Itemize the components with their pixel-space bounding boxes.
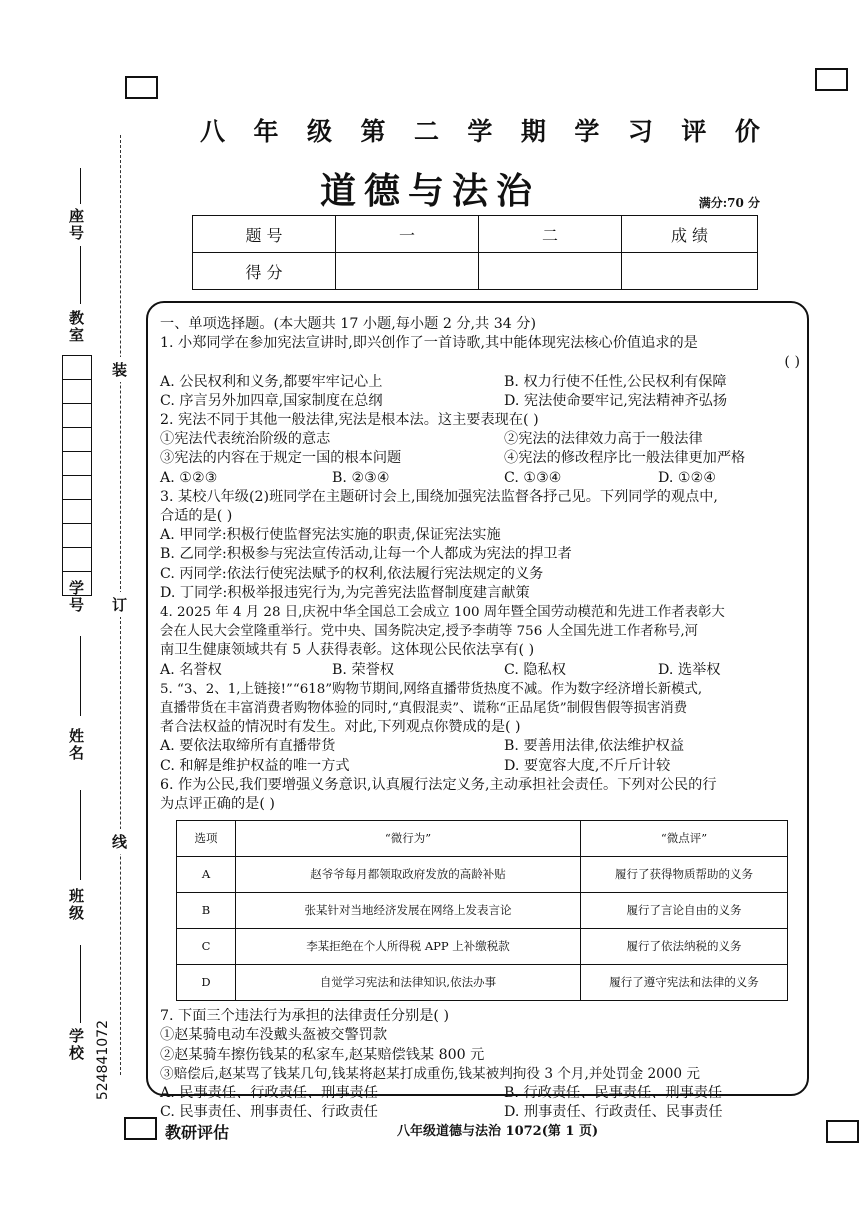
q1-stem: 1. 小郑同学在参加宪法宣讲时,即兴创作了一首诗歌,其中能体现宪法核心价值追求的是 [160,335,698,352]
q1-option-b: B. 权力行使不任性,公民权利有保障 [504,373,727,390]
class-line[interactable] [80,790,81,880]
subject-title: 道德与法治 [319,170,540,212]
table-row [177,929,788,965]
student-no-label: 学号 [67,580,85,614]
q4-option-b: B. 荣誉权 [332,661,395,678]
table-row [177,857,788,893]
q4-option-d: D. 选举权 [658,661,721,678]
school-line[interactable] [80,945,81,1023]
exam-title-char: 二 [413,117,439,146]
q5-option-c: C. 和解是维护权益的唯一方式 [160,757,350,774]
q6-table [176,820,788,1001]
q5-stem-line3[interactable]: 者合法权益的情况时有发生。对此,下列观点你赞成的是( ) [160,719,521,736]
q5-stem-line2: 直播带货在丰富消费者购物体验的同时,“真假混卖”、谎称“正品尾货”制假售假等损害消费 [160,701,688,717]
binding-char-xian: 线 [112,829,127,854]
exam-title-char: 级 [306,117,332,146]
seat-label: 座号 [67,208,85,242]
q4-option-a: A. 名誉权 [160,661,222,678]
q2-item-4: ④宪法的修改程序比一般法律更加严格 [504,450,746,467]
q2-option-c: C. ①③④ [504,469,562,486]
q7-stem[interactable]: 7. 下面三个违法行为承担的法律责任分别是( ) [160,1008,450,1025]
q6-row-a-comment: 履行了获得物质帮助的义务 [581,857,788,893]
binding-char-ding: 订 [112,592,127,617]
score-header-total: 成 绩 [622,216,758,253]
binding-char-zhuang: 装 [112,357,127,382]
score-cell-part1[interactable] [336,253,479,290]
student-no-grid[interactable] [62,355,92,596]
exam-title-char: 评 [681,117,707,146]
name-line[interactable] [80,636,81,716]
footer-eval-label: 教研评估 [165,1123,230,1142]
q2-option-b: B. ②③④ [332,469,390,486]
table-row [177,893,788,929]
q6-row-c-comment: 履行了依法纳税的义务 [581,929,788,965]
classroom-label: 教室 [67,310,85,344]
q6-row-c-behavior: 李某拒绝在个人所得税 APP 上补缴税款 [236,929,581,965]
q1-option-c: C. 序言另外加四章,国家制度在总纲 [160,392,383,409]
q4-stem-line1: 4. 2025 年 4 月 28 日,庆祝中华全国总工会成立 100 周年暨全国劳动模范和先进工作者表彰大 [160,605,725,621]
corner-mark-top-left [125,76,158,99]
exam-title-char: 第 [360,117,386,146]
exam-title [200,112,760,148]
q5-option-b: B. 要善用法律,依法维护权益 [504,738,685,755]
q6-header-behavior: “微行为” [236,821,581,857]
q3-option-c: C. 丙同学:依法行使宪法赋予的权利,依法履行宪法规定的义务 [160,565,544,582]
score-cell-part2[interactable] [479,253,622,290]
section-heading: 一、单项选择题。(本大题共 17 小题,每小题 2 分,共 34 分) [160,316,537,332]
q6-row-b-comment: 履行了言论自由的义务 [581,893,788,929]
q3-stem-line1: 3. 某校八年级(2)班同学在主题研讨会上,围绕加强宪法监督各抒己见。下列同学的观点中, [160,488,718,505]
serial-number: 524841072 [95,1020,111,1101]
q2-item-1: ①宪法代表统治阶级的意志 [160,431,331,448]
q1-answer-paren[interactable]: ( ) [784,354,800,371]
score-label: 得 分 [193,253,336,290]
school-label: 学校 [67,1028,85,1062]
q6-row-b-option: B [177,893,236,929]
q6-stem-line2[interactable]: 为点评正确的是( ) [160,796,275,813]
table-row [177,965,788,1001]
q7-item-1: ①赵某骑电动车没戴头盔被交警罚款 [160,1027,388,1044]
q2-item-2: ②宪法的法律效力高于一般法律 [504,431,703,448]
q1-option-d: D. 宪法使命要牢记,宪法精神齐弘扬 [504,392,728,409]
exam-title-char: 习 [627,117,653,146]
questions-content [160,315,800,1123]
q4-stem-line3[interactable]: 南卫生健康领域共有 5 人获得表彰。这体现公民依法享有( ) [160,642,535,659]
q5-option-a: A. 要依法取缔所有直播带货 [160,738,336,755]
q4-stem-line2: 会在人民大会堂隆重举行。党中央、国务院决定,授予李萌等 756 人全国先进工作者称号,河 [160,624,699,640]
classroom-line[interactable] [80,268,81,304]
q7-option-a: A. 民事责任、行政责任、刑事责任 [160,1085,378,1102]
q2-option-a: A. ①②③ [160,469,218,486]
full-score: 满分:70 分 [698,196,760,210]
q5-stem-line1: 5. “3、2、1,上链接!”“618”购物节期间,网络直播带货热度不减。作为数字经济增长新模式, [160,681,703,697]
class-label: 班级 [67,888,85,922]
score-header-part2: 二 [479,216,622,253]
exam-title-char: 年 [253,117,279,146]
exam-title-char: 价 [734,117,760,146]
q2-option-d: D. ①②④ [658,469,717,486]
name-label: 姓名 [67,728,85,762]
footer-page-number: 八年级道德与法治 1072(第 1 页) [397,1124,599,1139]
q6-row-b-behavior: 张某针对当地经济发展在网络上发表言论 [236,893,581,929]
q6-header-option: 选项 [177,821,236,857]
q1-option-a: A. 公民权利和义务,都要牢牢记心上 [160,373,383,390]
q5-option-d: D. 要宽容大度,不斤斤计较 [504,757,671,774]
exam-title-char: 学 [574,117,600,146]
q6-row-a-option: A [177,857,236,893]
q7-option-c: C. 民事责任、刑事责任、行政责任 [160,1104,378,1121]
corner-mark-top-right [815,68,848,91]
q3-option-a: A. 甲同学:积极行使监督宪法实施的职责,保证宪法实施 [160,527,501,544]
score-header-qno: 题 号 [193,216,336,253]
score-table [192,215,758,290]
q6-row-d-option: D [177,965,236,1001]
q6-row-a-behavior: 赵爷爷每月都领取政府发放的高龄补贴 [236,857,581,893]
q4-option-c: C. 隐私权 [504,661,566,678]
q7-item-2: ②赵某骑车擦伤钱某的私家车,赵某赔偿钱某 800 元 [160,1046,485,1063]
score-header-part1: 一 [336,216,479,253]
corner-mark-bottom-right [826,1120,859,1143]
q6-header-comment: “微点评” [581,821,788,857]
exam-title-char: 学 [467,117,493,146]
q6-row-d-comment: 履行了遵守宪法和法律的义务 [581,965,788,1001]
q6-stem-line1: 6. 作为公民,我们要增强义务意识,认真履行法定义务,主动承担社会责任。下列对公民的行 [160,776,717,793]
q3-option-b: B. 乙同学:积极参与宪法宣传活动,让每一个人都成为宪法的捍卫者 [160,546,572,563]
q7-option-b: B. 行政责任、民事责任、刑事责任 [504,1085,723,1102]
score-cell-total[interactable] [622,253,758,290]
q6-row-c-option: C [177,929,236,965]
corner-mark-bottom-left [124,1117,157,1140]
q3-option-d: D. 丁同学:积极举报违宪行为,为完善宪法监督制度建言献策 [160,584,530,601]
q7-option-d: D. 刑事责任、行政责任、民事责任 [504,1104,723,1121]
q7-item-3: ③赔偿后,赵某骂了钱某几句,钱某将赵某打成重伤,钱某被判拘役 3 个月,并处罚金 2000 元 [160,1065,700,1082]
q6-row-d-behavior: 自觉学习宪法和法律知识,依法办事 [236,965,581,1001]
q2-stem[interactable]: 2. 宪法不同于其他一般法律,宪法是根本法。这主要表现在( ) [160,412,539,429]
q2-item-3: ③宪法的内容在于规定一国的根本问题 [160,450,402,467]
exam-title-char: 期 [520,117,546,146]
q3-stem-line2[interactable]: 合适的是( ) [160,508,233,525]
exam-title-char: 八 [200,117,226,146]
